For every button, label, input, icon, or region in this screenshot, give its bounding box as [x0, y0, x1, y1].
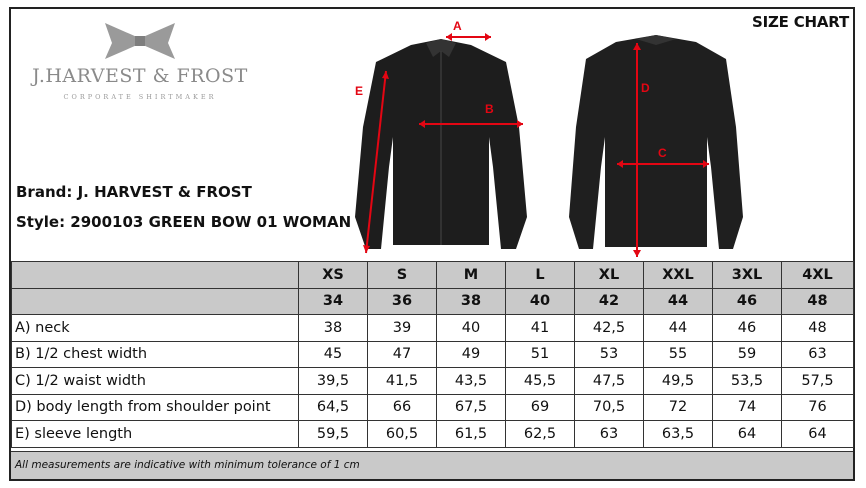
size-number-row [12, 288, 854, 315]
table-cell: 43,5 [437, 368, 506, 395]
size-number: 36 [368, 288, 437, 315]
table-cell: 72 [644, 394, 713, 421]
size-header: L [506, 262, 575, 289]
dimension-letter-e: E [355, 84, 364, 98]
footnote-text: All measurements are indicative with minimum tolerance of 1 cm [15, 459, 360, 471]
size-number: 44 [644, 288, 713, 315]
logo-wordmark: J.HARVEST & FROST [32, 65, 248, 87]
table-cell: 39 [368, 315, 437, 342]
table-cell: 44 [644, 315, 713, 342]
table-cell: 41,5 [368, 368, 437, 395]
table-cell: 41 [506, 315, 575, 342]
table-cell: 67,5 [437, 394, 506, 421]
table-row [12, 368, 854, 395]
row-label: A) neck [12, 315, 299, 342]
size-number: 42 [575, 288, 644, 315]
table-cell: 61,5 [437, 421, 506, 448]
size-header: XXL [644, 262, 713, 289]
table-cell: 55 [644, 341, 713, 368]
table-cell: 47,5 [575, 368, 644, 395]
table-row [12, 421, 854, 448]
row-label: E) sleeve length [12, 421, 299, 448]
table-cell: 74 [713, 394, 782, 421]
table-row [12, 315, 854, 342]
row-label: D) body length from shoulder point [12, 394, 299, 421]
shirt-back-image [561, 17, 751, 257]
table-cell: 66 [368, 394, 437, 421]
table-cell: 64,5 [299, 394, 368, 421]
table-cell: 59,5 [299, 421, 368, 448]
table-cell: 63 [782, 341, 854, 368]
dimension-letter-d: D [641, 81, 650, 95]
table-cell: 45 [299, 341, 368, 368]
table-cell: 39,5 [299, 368, 368, 395]
shirt-front-image [341, 17, 541, 257]
table-cell: 63 [575, 421, 644, 448]
size-header: 3XL [713, 262, 782, 289]
table-cell: 45,5 [506, 368, 575, 395]
size-number: 38 [437, 288, 506, 315]
table-cell: 63,5 [644, 421, 713, 448]
table-cell: 42,5 [575, 315, 644, 342]
table-cell: 64 [713, 421, 782, 448]
bow-tie-icon [25, 17, 255, 67]
dimension-letter-c: C [658, 146, 667, 160]
table-cell: 57,5 [782, 368, 854, 395]
size-number: 40 [506, 288, 575, 315]
header-blank-cell [12, 262, 299, 289]
size-header: M [437, 262, 506, 289]
table-cell: 38 [299, 315, 368, 342]
table-cell: 51 [506, 341, 575, 368]
table-cell: 46 [713, 315, 782, 342]
table-cell: 59 [713, 341, 782, 368]
size-number: 34 [299, 288, 368, 315]
size-header: XS [299, 262, 368, 289]
size-number: 46 [713, 288, 782, 315]
row-label: B) 1/2 chest width [12, 341, 299, 368]
table-cell: 76 [782, 394, 854, 421]
table-row [12, 341, 854, 368]
size-header: S [368, 262, 437, 289]
style-line: Style: 2900103 GREEN BOW 01 WOMAN [16, 213, 352, 231]
table-row [12, 394, 854, 421]
dimension-letter-b: B [485, 102, 494, 116]
table-cell: 40 [437, 315, 506, 342]
table-cell: 62,5 [506, 421, 575, 448]
logo-tagline: CORPORATE SHIRTMAKER [63, 93, 217, 101]
table-cell: 53,5 [713, 368, 782, 395]
size-header: 4XL [782, 262, 854, 289]
table-cell: 48 [782, 315, 854, 342]
header-area [11, 9, 853, 261]
table-cell: 49,5 [644, 368, 713, 395]
size-letter-row [12, 262, 854, 289]
size-header: XL [575, 262, 644, 289]
table-cell: 69 [506, 394, 575, 421]
size-chart-title: SIZE CHART [751, 13, 849, 31]
table-cell: 60,5 [368, 421, 437, 448]
footnote-bar [11, 451, 853, 479]
table-cell: 70,5 [575, 394, 644, 421]
table-cell: 53 [575, 341, 644, 368]
size-table [11, 261, 854, 448]
size-number: 48 [782, 288, 854, 315]
table-cell: 64 [782, 421, 854, 448]
size-chart-sheet [9, 7, 855, 481]
header-blank-cell [12, 288, 299, 315]
table-cell: 47 [368, 341, 437, 368]
table-cell: 49 [437, 341, 506, 368]
dimension-letter-a: A [453, 19, 462, 33]
brand-logo [25, 17, 255, 117]
row-label: C) 1/2 waist width [12, 368, 299, 395]
brand-line: Brand: J. HARVEST & FROST [16, 183, 252, 201]
